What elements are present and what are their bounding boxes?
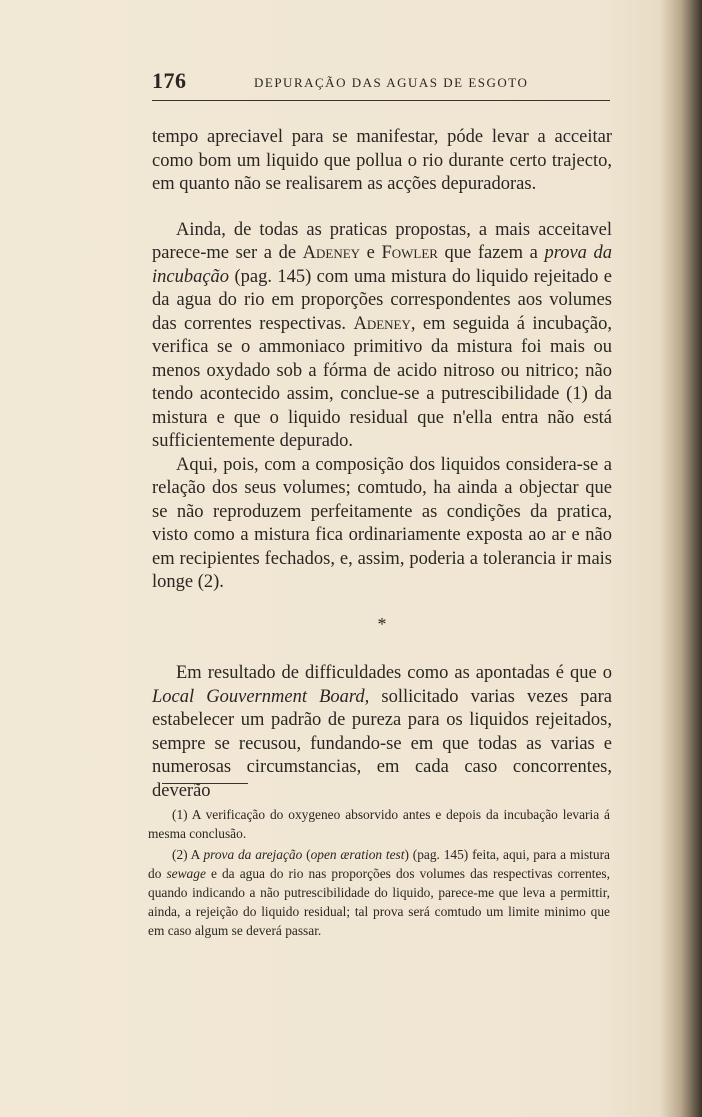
author-adeney-2: Adeney	[353, 313, 411, 334]
footnote-2: (2) A prova da arejação (open æration test) (pag. 145) feita, aqui, para a mistura do sewage e da agua do rio nas proporções dos volumes das respectivas correntes, quando indicando a não putrescibilidade do liquido, parece-me que leva a permittir, ainda, a rejeição do liquido residual; tal prova será comtudo um limite minimo que em caso algum se deverá passar.	[148, 847, 610, 938]
header-rule	[152, 100, 610, 101]
paragraph-3: Aqui, pois, com a composição dos liquidos considera-se a relação dos seus volumes; comtudo, ha ainda a objectar que se não reproduzem perfeitamente as condições da pratica, visto como a mistura fica ordinariamente exposta ao ar e não em recipientes fechados, e, assim, poderia a tolerancia ir mais longe (2).	[152, 454, 612, 592]
author-adeney: Adeney	[302, 243, 361, 263]
running-title: DEPURAÇÃO DAS AGUAS DE ESGOTO	[254, 75, 529, 90]
term-local-government-board: Local Gouvernment Board,	[152, 686, 370, 707]
page-header	[152, 68, 610, 98]
footnotes	[148, 805, 610, 940]
body-text	[152, 126, 612, 803]
footnote-rule	[162, 783, 248, 784]
page-number: 176	[152, 68, 187, 93]
paragraph-2: Ainda, de todas as praticas propostas, a mais acceitavel parece-me ser a de Adeney e Fowler que fazem a prova da incubação (pag. 145) com uma mistura do liquido rejeitado e da agua do rio em proporções correspondentes aos volumes das correntes respectivas. Adeney, em seguida á incubação, verifica se o ammoniaco primitivo da mistura foi mais ou menos oxydado sob a fórma de acido nitroso ou nitrico; não tendo acontecido assim, conclue-se a putrescibilidade (1) da mistura e que o liquido residual que n'ella entra não está sufficientemente depurado.	[152, 219, 613, 451]
footnote-1: (1) A verificação do oxygeneo absorvido antes e depois da incubação levaria á mesma conclusão.	[148, 807, 610, 841]
term-prova-incubacao: prova da incubação	[152, 243, 613, 287]
term-sewage: sewage	[166, 866, 206, 881]
author-fowler: Fowler	[381, 243, 438, 263]
term-prova-arejacao: prova da arejação	[203, 847, 303, 862]
paragraph-4: Em resultado de difficuldades como as apontadas é que o Local Gouvernment Board, sollicitado varias vezes para estabelecer um padrão de pureza para os liquidos rejeitados, sempre se recusou, fundando-se em que todas as varias e numerosas circumstancias, em cada caso concorrentes, deverão	[152, 663, 612, 801]
term-open-aeration-test: open æration test	[310, 847, 405, 862]
paragraph-1: tempo apreciavel para se manifestar, póde levar a acceitar como bom um liquido que pollua o rio durante certo trajecto, em quanto não se realisarem as acções depuradoras.	[152, 127, 612, 194]
section-separator: *	[377, 613, 387, 634]
